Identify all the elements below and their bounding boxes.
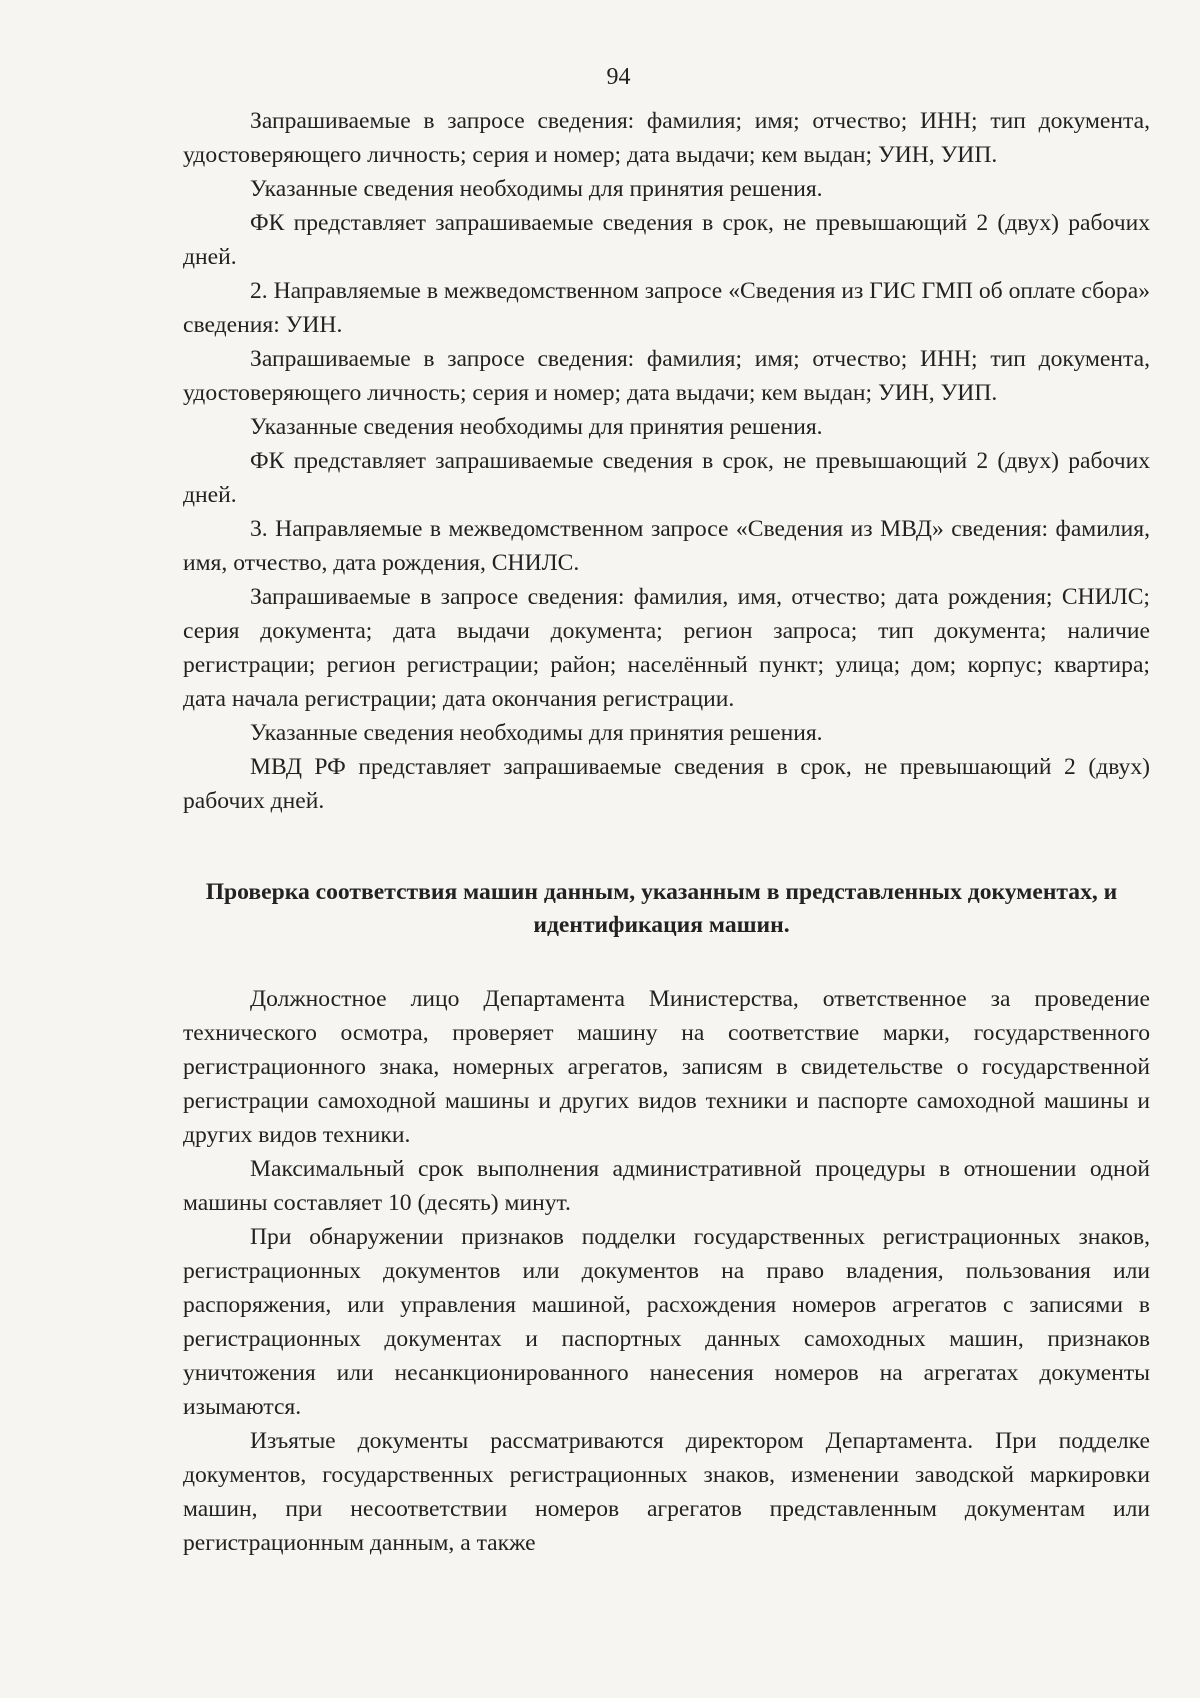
paragraph: 3. Направляемые в межведомственном запросе «Сведения из МВД» сведения: фамилия, имя, отчество, дата рождения, СНИЛС.	[183, 516, 1150, 576]
paragraph: ФК представляет запрашиваемые сведения в срок, не превышающий 2 (двух) рабочих дней.	[183, 448, 1150, 508]
paragraph: МВД РФ представляет запрашиваемые сведения в срок, не превышающий 2 (двух) рабочих дней.	[183, 754, 1150, 814]
paragraph: Запрашиваемые в запросе сведения: фамилия; имя; отчество; ИНН; тип документа, удостоверяющего личность; серия и номер; дата выдачи; кем выдан; УИН, УИП.	[183, 108, 1150, 168]
paragraph: ФК представляет запрашиваемые сведения в срок, не превышающий 2 (двух) рабочих дней.	[183, 210, 1150, 270]
paragraph: Изъятые документы рассматриваются директором Департамента. При подделке документов, государственных регистрационных знаков, изменении заводской маркировки машин, при несоответствии номеров агрегатов представленным документам или регистрационным данным, а также	[183, 1428, 1150, 1556]
paragraph: Указанные сведения необходимы для принятия решения.	[250, 176, 823, 202]
paragraph: При обнаружении признаков подделки государственных регистрационных знаков, регистрационных документов или документов на право владения, пользования или распоряжения, или управления машиной, расхождения номеров агрегатов с записями в регистрационных документах и паспортных данных самоходных машин, признаков уничтожения или несанкционированного нанесения номеров на агрегатах документы изымаются.	[183, 1224, 1150, 1420]
paragraph: Запрашиваемые в запросе сведения: фамилия; имя; отчество; ИНН; тип документа, удостоверяющего личность; серия и номер; дата выдачи; кем выдан; УИН, УИП.	[183, 346, 1150, 406]
paragraph: Должностное лицо Департамента Министерства, ответственное за проведение технического осмотра, проверяет машину на соответствие марки, государственного регистрационного знака, номерных агрегатов, записям в свидетельстве о государственной регистрации самоходной машины и других видов техники и паспорте самоходной машины и других видов техники.	[183, 986, 1150, 1148]
section-heading: Проверка соответствия машин данным, указанным в представленных документах, и идентификация машин.	[205, 879, 1118, 938]
page-number: 94	[606, 64, 631, 90]
paragraph: 2. Направляемые в межведомственном запросе «Сведения из ГИС ГМП об оплате сбора» сведения: УИН.	[183, 278, 1150, 338]
paragraph: Максимальный срок выполнения административной процедуры в отношении одной машины составляет 10 (десять) минут.	[183, 1156, 1150, 1216]
paragraph: Указанные сведения необходимы для принятия решения.	[250, 720, 823, 746]
paragraph: Запрашиваемые в запросе сведения: фамилия, имя, отчество; дата рождения; СНИЛС; серия документа; дата выдачи документа; регион запроса; тип документа; наличие регистрации; регион регистрации; район; населённый пункт; улица; дом; корпус; квартира; дата начала регистрации; дата окончания регистрации.	[183, 584, 1150, 712]
paragraph: Указанные сведения необходимы для принятия решения.	[250, 414, 823, 440]
